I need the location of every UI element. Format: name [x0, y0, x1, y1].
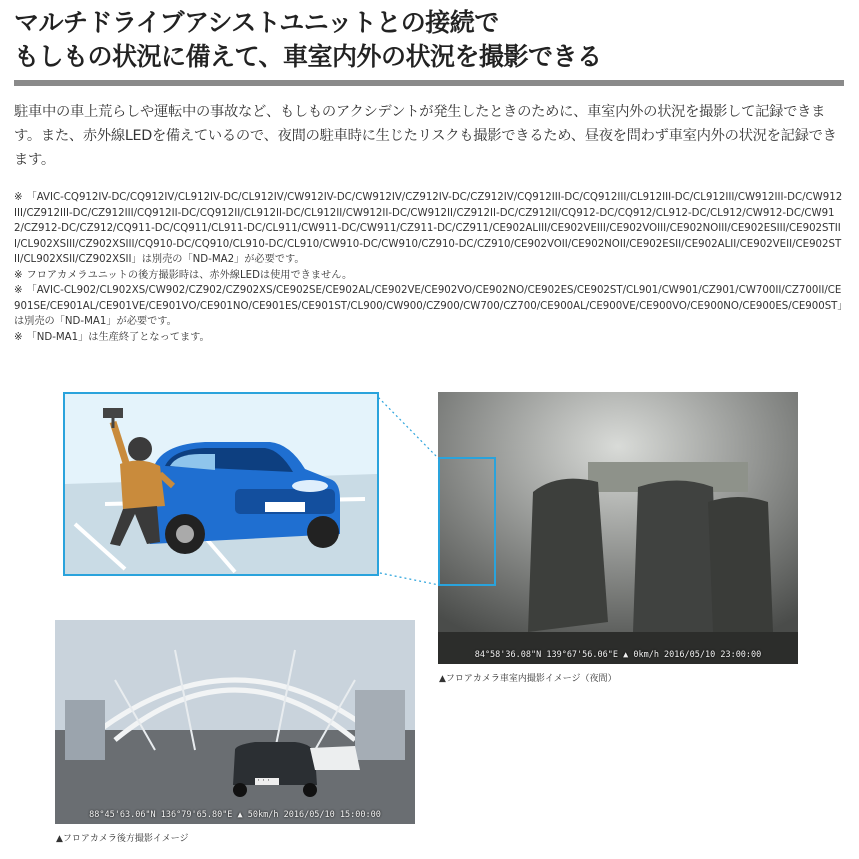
- description-text: 駐車中の車上荒らしや運転中の事故など、もしものアクシデントが発生したときのために、車室内外の状況を撮影して記録できます。また、赤外線LEDを備えているので、夜間の駐車時に生じたリスクも撮影できるため、昼夜を問わず車室内外の状況を記録できます。: [14, 104, 837, 168]
- title-line-1: マルチドライブアシストユニットとの接続で: [14, 8, 499, 37]
- note-item: ※ 「AVIC-CQ912IV-DC/CQ912IV/CL912IV-DC/CL912IV/CW912IV-DC/CW912IV/CZ912IV-DC/CZ912IV/CQ912III-DC/CQ912III/CL912III-DC/CL912III/CW912III-DC/CW912III/CZ912III-DC/CZ912III/CQ912II-DC/CQ912II/CL912II-DC/CL912II/CW912II-DC/CW912II/CZ912II-DC/CZ912II/CQ912-DC/CQ912/CL912-DC/CL912/CW912-DC/CW912/CZ912-DC/CZ912/CQ911-DC/CQ911/CL911-DC/CL911/CW911-DC/CW911/CZ911-DC/CZ911/CE902ALIII/CE902VEIII/CE902VOIII/CE902NOIII/CE902ESIII/CE902STIII/CL902XSIII/CZ902XSIII/CQ910-DC/CQ910/CL910-DC/CL910/CW910-DC/CW910/CZ910-DC/CZ910/CE902VOII/CE902NOII/CE902ESII/CE902ALII/CE902VEII/CE902STII/CL902XSII/CZ902XSII」は別売の「ND-MA2」が必要です。: [14, 192, 843, 265]
- note-item: ※ 「ND-MA1」は生産終了となってます。: [14, 331, 210, 343]
- license-plate-text: ・・・: [256, 778, 272, 784]
- title-underline: [14, 80, 844, 86]
- day-photo-caption: ▲フロアカメラ後方撮影イメージ: [56, 834, 189, 844]
- break-in-illustration: [63, 392, 379, 576]
- camera-highlight-box: [438, 457, 496, 586]
- night-photo-caption: ▲フロアカメラ車室内撮影イメージ（夜間）: [439, 674, 617, 684]
- notes-list: [14, 190, 844, 345]
- rear-view-photo: [55, 620, 415, 824]
- note-item: ※ 「AVIC-CL902/CL902XS/CW902/CZ902/CZ902XS/CE902SE/CE902AL/CE902VE/CE902VO/CE902NO/CE902ES/CE902ST/CL901/CW901/CZ901/CW700II/CZ700II/CE901SE/CE901AL/CE901VE/CE901VO/CE901NO/CE901ES/CE901ST/CL900/CW900/CZ900/CW700/CZ700/CE900AL/CE900VE/CE900VO/CE900NO/CE900ES/CE900ST」は別売の「ND-MA1」が必要です。: [14, 285, 843, 327]
- night-gps-overlay: 84°58'36.08"N 139°67'56.06"E ▲ 0km/h 2016/05/10 23:00:00: [474, 650, 762, 660]
- note-item: ※ フロアカメラユニットの後方撮影時は、赤外線LEDは使用できません。: [14, 269, 353, 281]
- title-line-2: もしもの状況に備えて、車室内外の状況を撮影できる: [14, 42, 602, 71]
- page-title: [14, 6, 844, 74]
- day-gps-overlay: 88°45'63.06"N 136°79'65.80"E ▲ 50km/h 2016/05/10 15:00:00: [89, 810, 381, 820]
